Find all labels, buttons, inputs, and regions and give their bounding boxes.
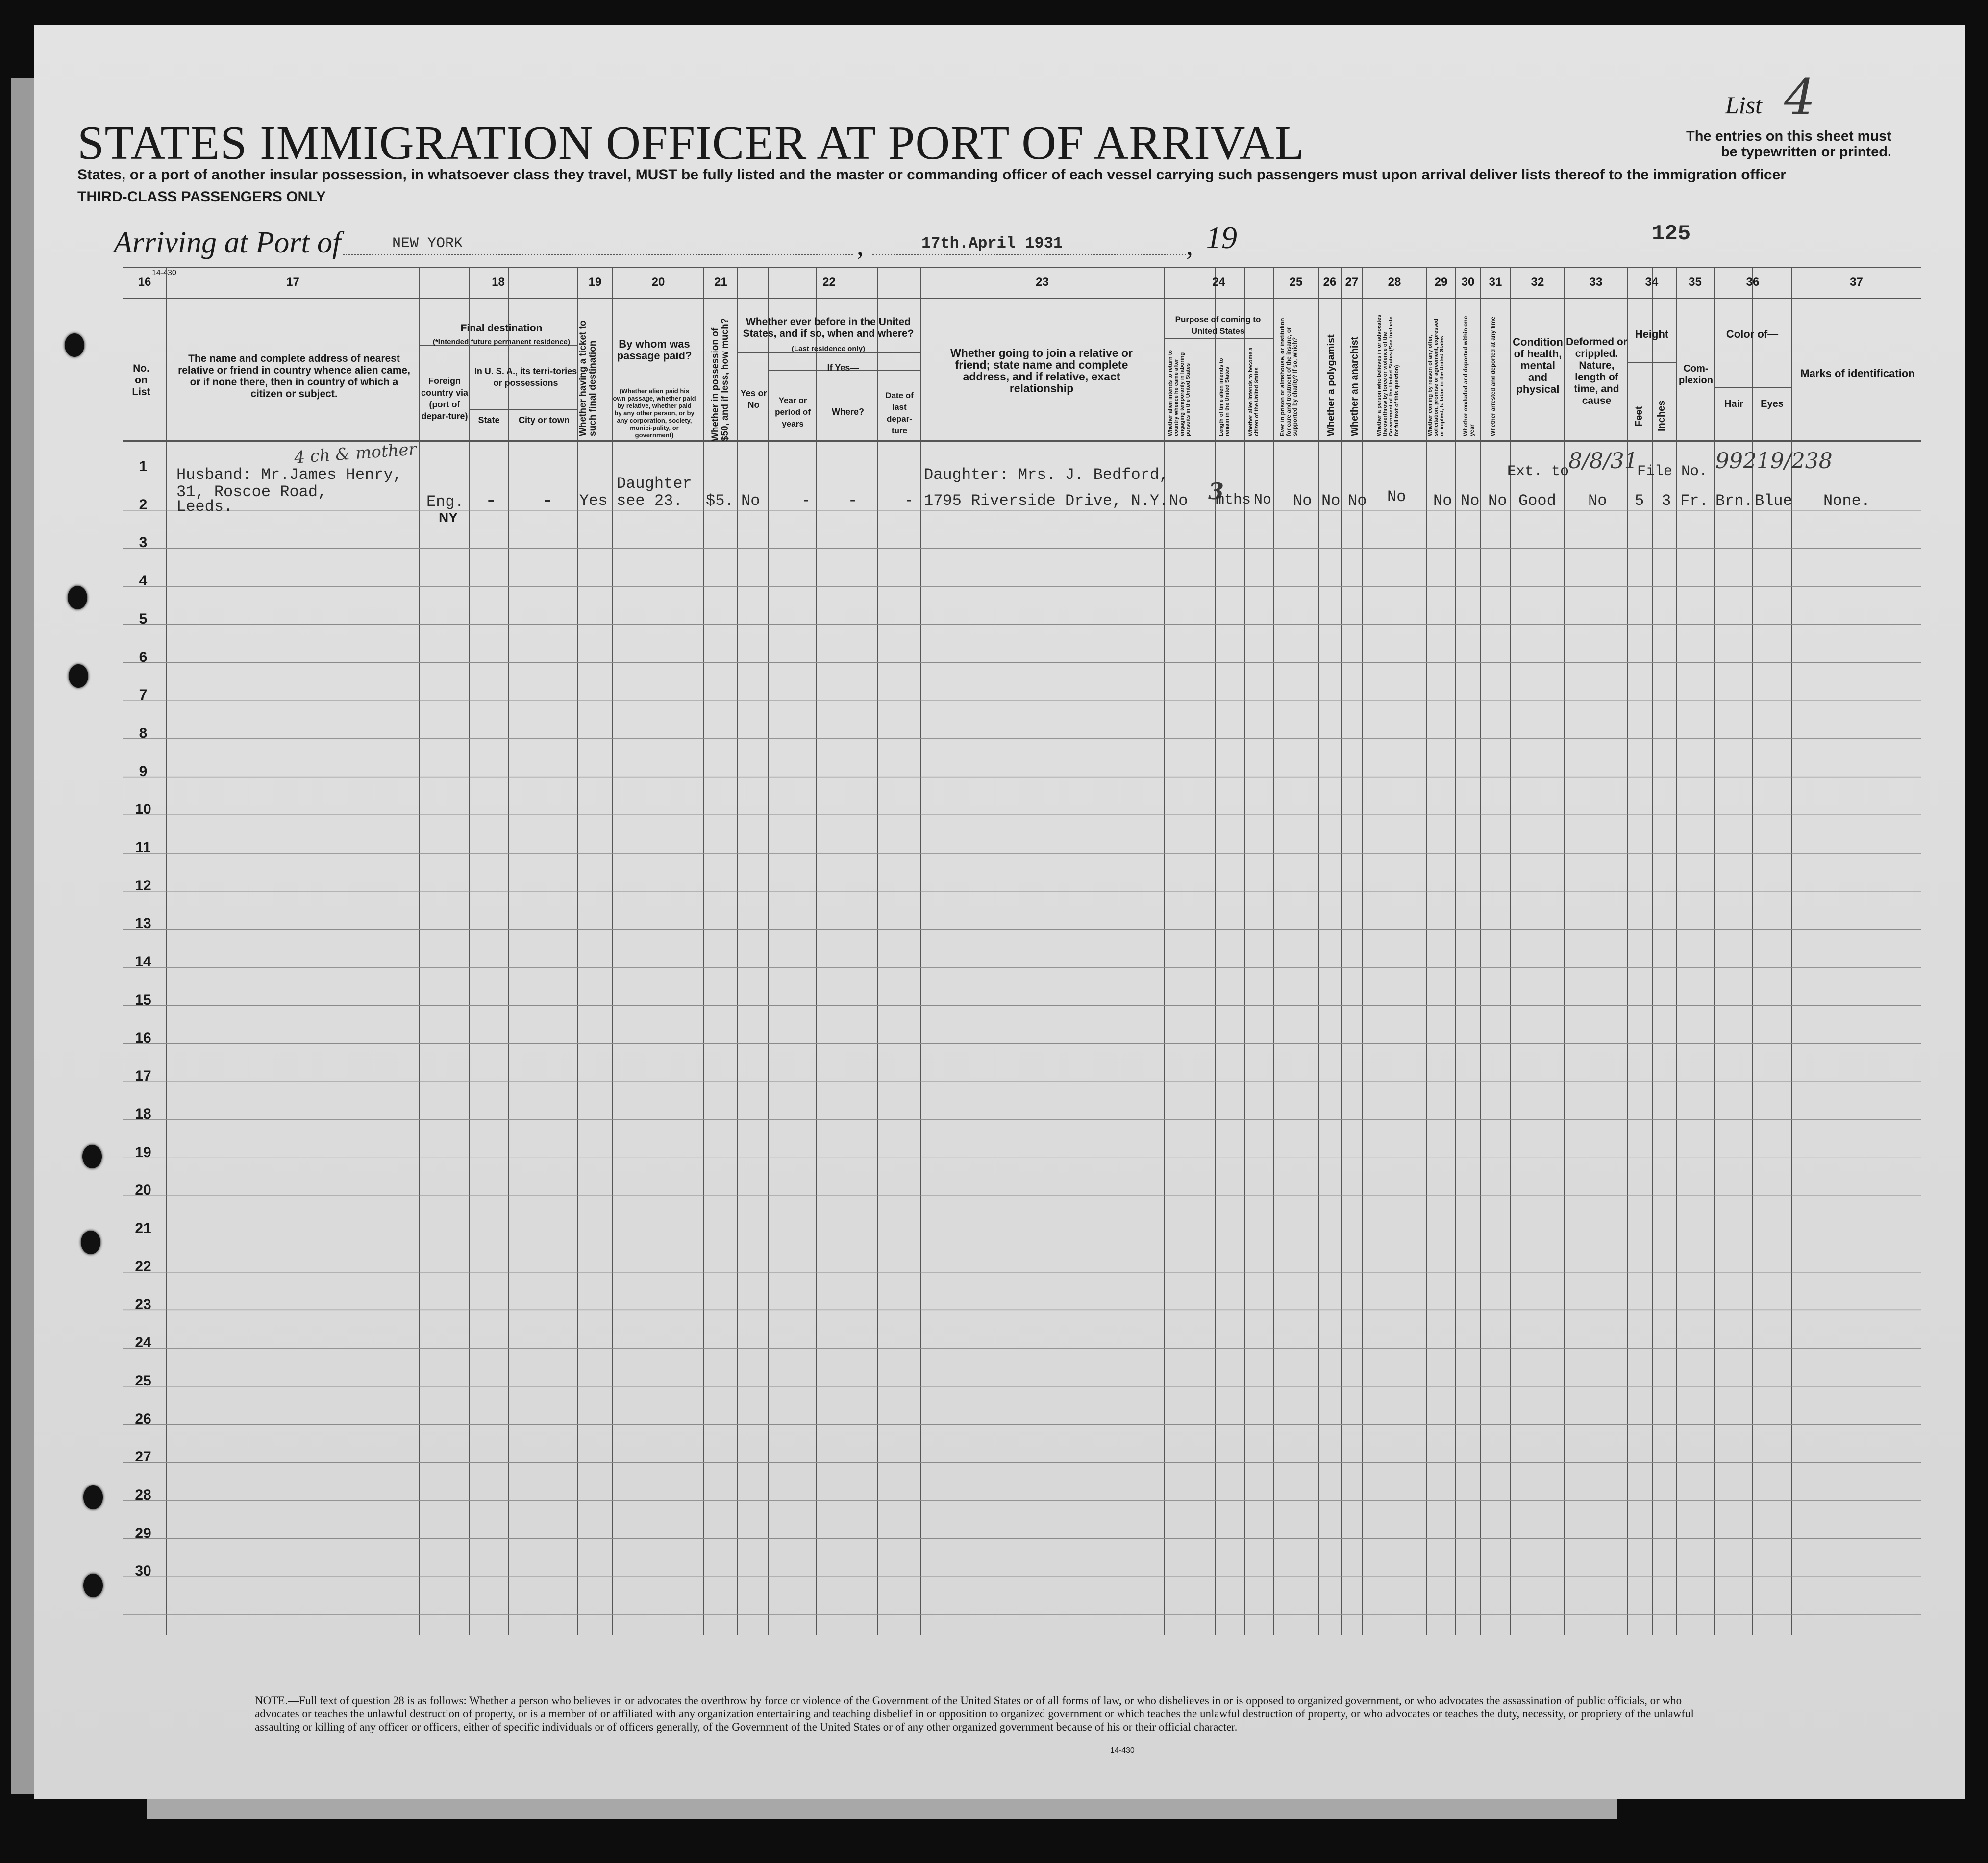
header-if-yes: If Yes— (827, 363, 859, 373)
column-number: 34 (1645, 276, 1659, 289)
row-number: 6 (139, 649, 148, 665)
header-passage-paid-note: (Whether alien paid his own passage, whether paid by relative, whether paid by any other person, or by any corporation, society, munici-pality, or government) (613, 387, 696, 439)
header-money: Whether in possession of $50, and if less, how much? (710, 318, 730, 441)
header-purpose-length: Length of time alien intends to remain in the United States (1218, 358, 1230, 436)
row-number: 23 (135, 1296, 151, 1313)
header-excluded: Whether excluded and deported within one year (1462, 316, 1475, 436)
join-line2: 1795 Riverside Drive, N.Y. (924, 492, 1169, 510)
header-marks: Marks of identification (1800, 367, 1915, 379)
header-hair: Hair (1724, 399, 1743, 409)
header-prison: Ever in prison or almshouse, or institution for care and treatment of the insane, or supported by charity? If so, which? (1279, 318, 1298, 436)
excluded: No (1461, 492, 1480, 510)
binding-hole (83, 1485, 103, 1509)
column-number: 23 (1036, 276, 1049, 289)
form-code: 14-430 (152, 269, 176, 277)
comma: , (1186, 231, 1193, 261)
row-number: 3 (139, 534, 148, 551)
header-color: Color of— (1726, 328, 1779, 340)
date-line (872, 254, 1186, 255)
header-passage-paid: By whom was passage paid? (617, 338, 692, 362)
eyes: Blue (1755, 492, 1792, 510)
comma: , (857, 231, 864, 261)
header-deformed: Deformed or crippled. Nature, length of time, and cause (1566, 336, 1627, 406)
relative-annotation: 4 ch & mother (293, 439, 417, 468)
row-number: 20 (135, 1182, 151, 1199)
header-purpose-return: Whether alien intends to return to country whence he came after engaging temporarily in laboring pursuits in the United States (1168, 350, 1191, 436)
binding-hole (83, 1574, 103, 1597)
list-label: List (1725, 91, 1763, 119)
row-number: 9 (139, 763, 148, 780)
header-anarchist: Whether an anarchist (1349, 336, 1360, 436)
header-departure: Date of last depar-ture (885, 391, 914, 435)
purpose-length: 3 (1208, 478, 1224, 504)
height-feet: 5 (1635, 492, 1644, 510)
header-usa: In U. S. A., its terri-tories or possessions (474, 366, 577, 388)
before-in-us: No (741, 492, 760, 510)
header-offer: Whether coming by reason of any offer, solicitation, promise or agreement, expressed or implied, to labor in the United States (1427, 318, 1445, 436)
header-polygamist: Whether a polygamist (1326, 334, 1337, 436)
binding-hole (65, 333, 84, 357)
header-year: Year or period of years (775, 396, 811, 428)
before-year: - (801, 492, 811, 510)
foreign-country: Eng. (426, 493, 464, 511)
header-purpose-citizen: Whether alien intends to become a citizen of the United States (1248, 347, 1260, 436)
row-number: 1 (139, 458, 148, 475)
header-purpose: Purpose of coming to United States (1175, 315, 1261, 336)
row-number: 10 (135, 801, 151, 818)
column-number: 18 (492, 276, 505, 289)
column-number: 31 (1489, 276, 1502, 289)
purpose-citizen: No (1254, 492, 1272, 508)
complexion: Fr. (1680, 492, 1709, 510)
column-number: 33 (1589, 276, 1603, 289)
header-no-on-list: No. on List (132, 363, 150, 398)
list-number: 4 (1784, 69, 1815, 126)
before-departure: - (904, 492, 914, 510)
row-number: 27 (135, 1449, 151, 1465)
port-line (343, 254, 853, 255)
year-prefix: 19 (1206, 220, 1237, 255)
binding-hole (81, 1231, 100, 1254)
header-before-in-us: Whether ever before in the United States, and if so, when and where? (743, 316, 914, 339)
column-number: 35 (1689, 276, 1702, 289)
row-number: 18 (135, 1106, 151, 1122)
row-number: 19 (135, 1144, 151, 1160)
header-ticket: Whether having a ticket to such final destination (578, 320, 598, 436)
port-value: NEW YORK (392, 235, 463, 252)
column-number: 36 (1746, 276, 1760, 289)
column-number: 24 (1212, 276, 1225, 289)
row-number: 28 (135, 1486, 151, 1503)
header-inches: Inches (1656, 400, 1667, 431)
polygamist: No (1321, 492, 1341, 510)
column-number: 25 (1289, 276, 1303, 289)
column-number: 19 (588, 276, 602, 289)
row-number: 25 (135, 1372, 151, 1389)
money: $5. (706, 492, 734, 510)
page-edge-left (11, 78, 34, 1794)
row-number: 24 (135, 1334, 151, 1351)
paid-by-line1: Daughter (617, 475, 692, 493)
header-arrested: Whether arrested and deported at any time (1490, 316, 1496, 436)
dest-city: - (542, 490, 554, 512)
header-complexion: Com-plexion (1678, 363, 1713, 386)
relative-line1: Husband: Mr.James Henry, (176, 466, 402, 484)
relative-line2: 31, Roscoe Road, (176, 483, 327, 501)
file-label: File No. (1637, 463, 1708, 480)
deformed: No (1588, 492, 1607, 510)
row-number: 30 (135, 1563, 151, 1580)
file-number: 99219/238 (1715, 449, 1833, 474)
row-number: 5 (139, 610, 148, 627)
overthrow: No (1387, 488, 1406, 506)
binding-hole (68, 586, 87, 609)
row-number: 17 (135, 1068, 151, 1084)
row-number: 22 (135, 1258, 151, 1275)
header-state: State (478, 415, 500, 425)
arriving-label: Arriving at Port of (114, 226, 341, 259)
row-number: 16 (135, 1030, 151, 1046)
row-number: 11 (135, 839, 151, 856)
page-number: 125 (1652, 222, 1691, 246)
passenger-class: THIRD-CLASS PASSENGERS ONLY (77, 189, 326, 205)
column-number: 21 (714, 276, 727, 289)
join-line1: Daughter: Mrs. J. Bedford, (924, 466, 1169, 484)
header-eyes: Eyes (1761, 399, 1784, 409)
binding-hole (69, 664, 88, 688)
row-number: 29 (135, 1525, 151, 1541)
header-foreign-country: Foreign country via (port of depar-ture) (421, 376, 469, 421)
header-overthrow: Whether a person who believes in or advocates the overthrow by force or violence of the Government of the United States (See footnote for full text of this question) (1376, 314, 1400, 436)
row-number: 26 (135, 1410, 151, 1427)
column-number: 29 (1434, 276, 1448, 289)
column-number: 27 (1345, 276, 1359, 289)
row-number: 15 (135, 991, 151, 1008)
row-number: 8 (139, 725, 148, 741)
row-number: 7 (139, 687, 148, 704)
entries-note-line1: The entries on this sheet must (1686, 128, 1891, 144)
row-number: 21 (135, 1220, 151, 1236)
header-city: City or town (519, 415, 570, 425)
row-number: 13 (135, 915, 151, 932)
header-height: Height (1635, 328, 1669, 340)
footnote: NOTE.—Full text of question 28 is as follows: Whether a person who believes in or advocates the overthrow by force or violence of the Government of the United States or of all forms of law, or who disbelieves in or is opposed to organized government, or who advocates the assassination of public officials, or who advocates or teaches the unlawful destruction of property, or is a member of or affiliated with any organization entertaining and teaching disbelief in or opposition to organized government or which teaches the unlawful destruction of property, or who advocates or teaches the duty, necessity, or propriety of the unlawful assaulting or killing of any officer or officers, either of specific individuals or of officers generally, of the Government of the United States or of any other organized government because of his or their official character. (255, 1694, 1694, 1733)
header-final-destination-note: (*Intended future permanent residence) (432, 338, 571, 346)
offer: No (1433, 492, 1452, 510)
ticket: Yes (579, 492, 608, 510)
column-number: 28 (1388, 276, 1401, 289)
height-inches: 3 (1662, 492, 1671, 510)
entries-note (1686, 128, 1891, 160)
purpose-length-unit: mths (1216, 492, 1251, 508)
ext-date: 8/8/31 (1568, 449, 1638, 474)
arrested: No (1488, 492, 1507, 510)
foreign-country-annotation: NY (439, 510, 458, 525)
hair: Brn. (1715, 492, 1753, 510)
column-number: 37 (1850, 276, 1863, 289)
column-number: 17 (286, 276, 299, 289)
header-before-yes-no: Yes or No (740, 388, 767, 410)
column-number: 30 (1461, 276, 1475, 289)
header-where: Where? (831, 407, 864, 417)
row-number: 14 (135, 954, 151, 970)
column-number: 20 (651, 276, 665, 289)
before-where: - (848, 492, 858, 510)
form-subtitle: States, or a port of another insular possession, in whatsoever class they travel, MUST be fully listed and the master or commanding officer of each vessel carrying such passengers must upon arrival deliver lists thereof to the immigration officer (77, 167, 1786, 183)
header-health: Condition of health, mental and physical (1513, 336, 1563, 395)
column-number: 16 (138, 276, 151, 289)
prison: No (1293, 492, 1312, 510)
row-number: 2 (139, 496, 148, 513)
header-nearest-relative: The name and complete address of nearest relative or friend in country whence alien came, or if none there, then in country of which a citizen or subject. (178, 353, 410, 400)
relative-line3: Leeds. (176, 498, 233, 516)
row-number: 4 (139, 573, 148, 589)
date-value: 17th.April 1931 (921, 234, 1063, 252)
dest-state: - (485, 490, 497, 512)
header-final-destination: Final destination (460, 323, 543, 334)
column-number: 32 (1531, 276, 1544, 289)
page-edge-bottom (147, 1799, 1617, 1819)
row-number: 12 (135, 877, 151, 894)
header-join-relative: Whether going to join a relative or friend; state name and complete address, and if relative, exact relationship (950, 347, 1133, 395)
binding-hole (82, 1145, 102, 1168)
form-title: STATES IMMIGRATION OFFICER AT PORT OF ARRIVAL (77, 117, 1305, 170)
purpose-return: No (1169, 492, 1188, 510)
ext-label: Ext. to (1507, 463, 1569, 480)
anarchist: No (1348, 492, 1367, 510)
health: Good (1518, 492, 1556, 510)
footnote-code: 14-430 (1110, 1746, 1135, 1755)
paid-by-line2: see 23. (617, 492, 683, 510)
marks: None. (1823, 492, 1871, 510)
header-feet: Feet (1634, 406, 1644, 427)
entries-note-line2: be typewritten or printed. (1720, 144, 1891, 160)
column-number: 26 (1323, 276, 1337, 289)
column-number: 22 (822, 276, 836, 289)
header-before-in-us-note: (Last residence only) (791, 345, 866, 353)
